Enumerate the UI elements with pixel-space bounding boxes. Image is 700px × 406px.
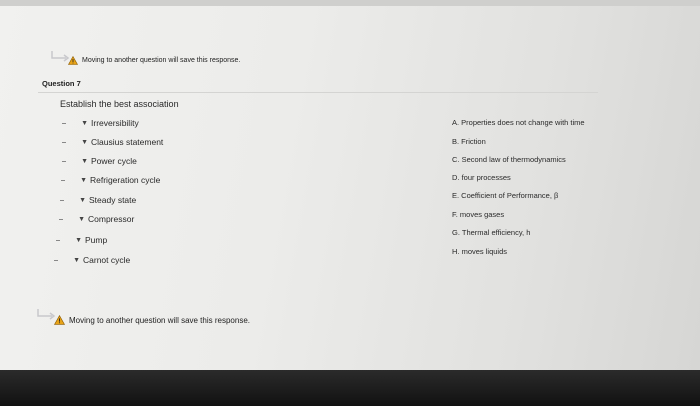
empty-selection	[54, 260, 58, 261]
answer-choice: D. four processes	[452, 173, 511, 182]
warning-triangle-icon	[54, 315, 65, 325]
answer-dropdown[interactable]	[60, 156, 88, 166]
warning-bottom-text: Moving to another question will save this response.	[69, 315, 250, 325]
empty-selection	[62, 123, 66, 124]
caret-down-icon: ▼	[79, 196, 86, 204]
item-label: Refrigeration cycle	[90, 175, 161, 185]
warning-triangle-icon	[68, 56, 78, 65]
answer-dropdown[interactable]	[60, 118, 88, 128]
match-item	[57, 213, 134, 225]
instruction-text: Establish the best association	[60, 99, 179, 109]
answer-dropdown[interactable]	[60, 137, 88, 147]
caret-down-icon: ▼	[81, 157, 88, 165]
match-item	[60, 136, 163, 148]
match-item	[58, 194, 136, 206]
question-title: Question 7	[42, 79, 81, 88]
caret-down-icon: ▼	[81, 119, 88, 127]
empty-selection	[59, 219, 63, 220]
match-item	[60, 117, 139, 129]
caret-down-icon: ▼	[80, 176, 87, 184]
screen-bezel	[0, 370, 700, 406]
caret-down-icon: ▼	[78, 215, 85, 223]
item-label: Carnot cycle	[83, 255, 131, 265]
item-label: Pump	[85, 235, 108, 245]
empty-selection	[62, 142, 66, 143]
item-label: Clausius statement	[91, 137, 164, 147]
empty-selection	[60, 200, 64, 201]
item-label: Power cycle	[91, 156, 137, 166]
top-divider	[0, 0, 700, 6]
caret-down-icon: ▼	[81, 138, 88, 146]
answer-dropdown[interactable]	[59, 175, 87, 185]
match-item	[54, 234, 107, 246]
caret-down-icon: ▼	[75, 236, 82, 244]
item-label: Irreversibility	[91, 118, 139, 128]
answer-choice: H. moves liquids	[452, 247, 508, 256]
answer-choice: B. Friction	[452, 137, 486, 146]
match-item	[52, 254, 130, 266]
question-divider	[38, 92, 598, 93]
item-label: Compressor	[88, 214, 135, 224]
answer-choice: G. Thermal efficiency, h	[452, 228, 531, 237]
empty-selection	[61, 180, 65, 181]
answer-dropdown[interactable]	[52, 255, 80, 265]
caret-down-icon: ▼	[73, 256, 80, 264]
answer-choice: E. Coefficient of Performance, β	[452, 191, 559, 200]
answer-choice: A. Properties does not change with time	[452, 118, 585, 127]
answer-dropdown[interactable]	[58, 195, 86, 205]
empty-selection	[56, 240, 60, 241]
answer-dropdown[interactable]	[54, 235, 82, 245]
warning-top-text: Moving to another question will save this response.	[82, 57, 241, 64]
empty-selection	[62, 161, 66, 162]
answer-dropdown[interactable]	[57, 214, 85, 224]
item-label: Steady state	[89, 195, 137, 205]
answer-choice: F. moves gases	[452, 210, 505, 219]
match-item	[60, 155, 137, 167]
match-item	[59, 174, 160, 186]
answer-choice: C. Second law of thermodynamics	[452, 155, 566, 164]
warning-bottom	[54, 315, 250, 325]
warning-top	[68, 56, 240, 65]
